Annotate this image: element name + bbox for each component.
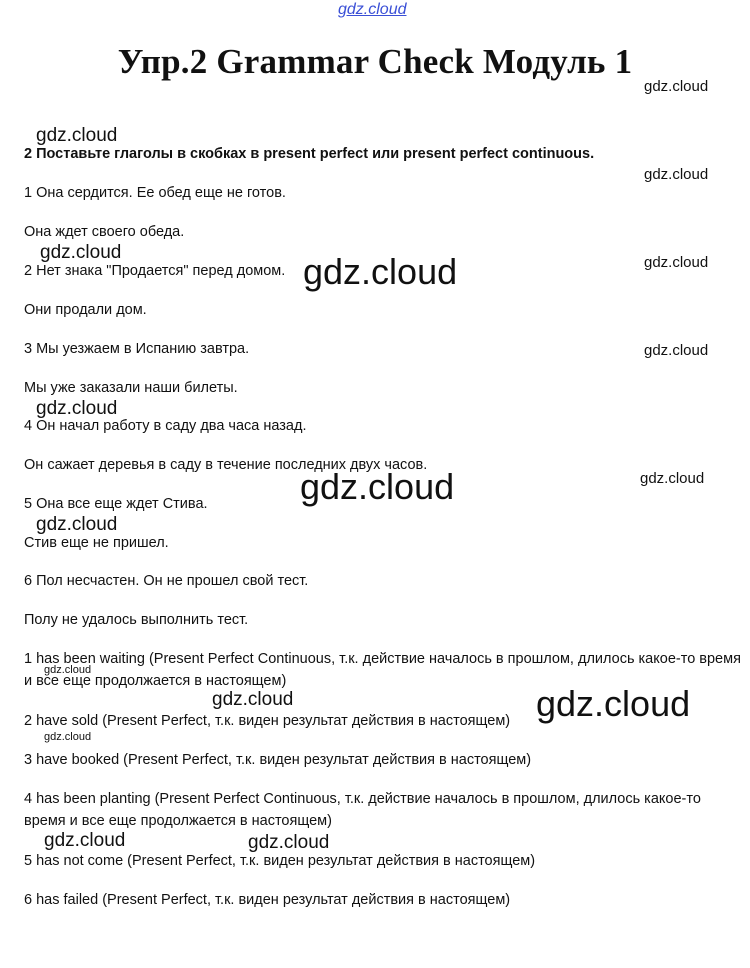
answer-2: 2 have sold (Present Perfect, т.к. виден результат действия в настоящем) [24, 713, 511, 729]
watermark: gdz.cloud [300, 466, 455, 507]
watermark: gdz.cloud [303, 251, 458, 292]
sentence-5a: 5 Она все еще ждет Стива. [24, 496, 208, 512]
sentence-6a: 6 Пол несчастен. Он не прошел свой тест. [24, 573, 309, 589]
answer-6: 6 has failed (Present Perfect, т.к. виден результат действия в настоящем) [24, 892, 511, 908]
sentence-6b: Полу не удалось выполнить тест. [24, 612, 249, 628]
sentence-1b: Она ждет своего обеда. [24, 224, 185, 240]
watermark: gdz.cloud [44, 830, 126, 851]
task-instruction: 2 Поставьте глаголы в скобках в present perfect или present perfect continuous. [24, 146, 595, 162]
watermark: gdz.cloud [40, 242, 122, 263]
watermark: gdz.cloud [248, 832, 330, 853]
page-title: Упр.2 Grammar Check Модуль 1 [117, 42, 633, 81]
watermark: gdz.cloud [644, 342, 709, 359]
watermark: gdz.cloud [44, 664, 92, 676]
sentence-3b: Мы уже заказали наши билеты. [24, 380, 238, 396]
answer-5: 5 has not come (Present Perfect, т.к. виден результат действия в настоящем) [24, 853, 536, 869]
watermark: gdz.cloud [536, 683, 691, 724]
watermark: gdz.cloud [212, 689, 294, 710]
sentence-2b: Они продали дом. [24, 302, 147, 318]
sentence-2a: 2 Нет знака "Продается" перед домом. [24, 263, 286, 279]
answer-1: 1 has been waiting (Present Perfect Continuous, т.к. действие началось в прошлом, длилось какое-то время и все еще продолжается в настоящем) [24, 651, 741, 689]
watermark: gdz.cloud [36, 125, 118, 146]
answer-4: 4 has been planting (Present Perfect Continuous, т.к. действие началось в прошлом, длилось какое-то время и все еще продолжается в настоящем) [24, 791, 701, 829]
sentence-4b: Он сажает деревья в саду в течение последних двух часов. [24, 457, 428, 473]
watermark: gdz.cloud [640, 470, 705, 487]
watermark: gdz.cloud [644, 254, 709, 271]
watermark: gdz.cloud [36, 398, 118, 419]
sentence-3a: 3 Мы уезжаем в Испанию завтра. [24, 341, 250, 357]
watermark: gdz.cloud [44, 731, 92, 743]
sentence-1a: 1 Она сердится. Ее обед еще не готов. [24, 185, 286, 201]
answer-3: 3 have booked (Present Perfect, т.к. виден результат действия в настоящем) [24, 752, 532, 768]
sentence-4a: 4 Он начал работу в саду два часа назад. [24, 418, 307, 434]
watermark: gdz.cloud [36, 514, 118, 535]
watermark: gdz.cloud [644, 166, 709, 183]
watermark-top-link[interactable]: gdz.cloud [338, 1, 407, 18]
watermark: gdz.cloud [644, 78, 709, 95]
sentence-5b: Стив еще не пришел. [24, 535, 169, 551]
